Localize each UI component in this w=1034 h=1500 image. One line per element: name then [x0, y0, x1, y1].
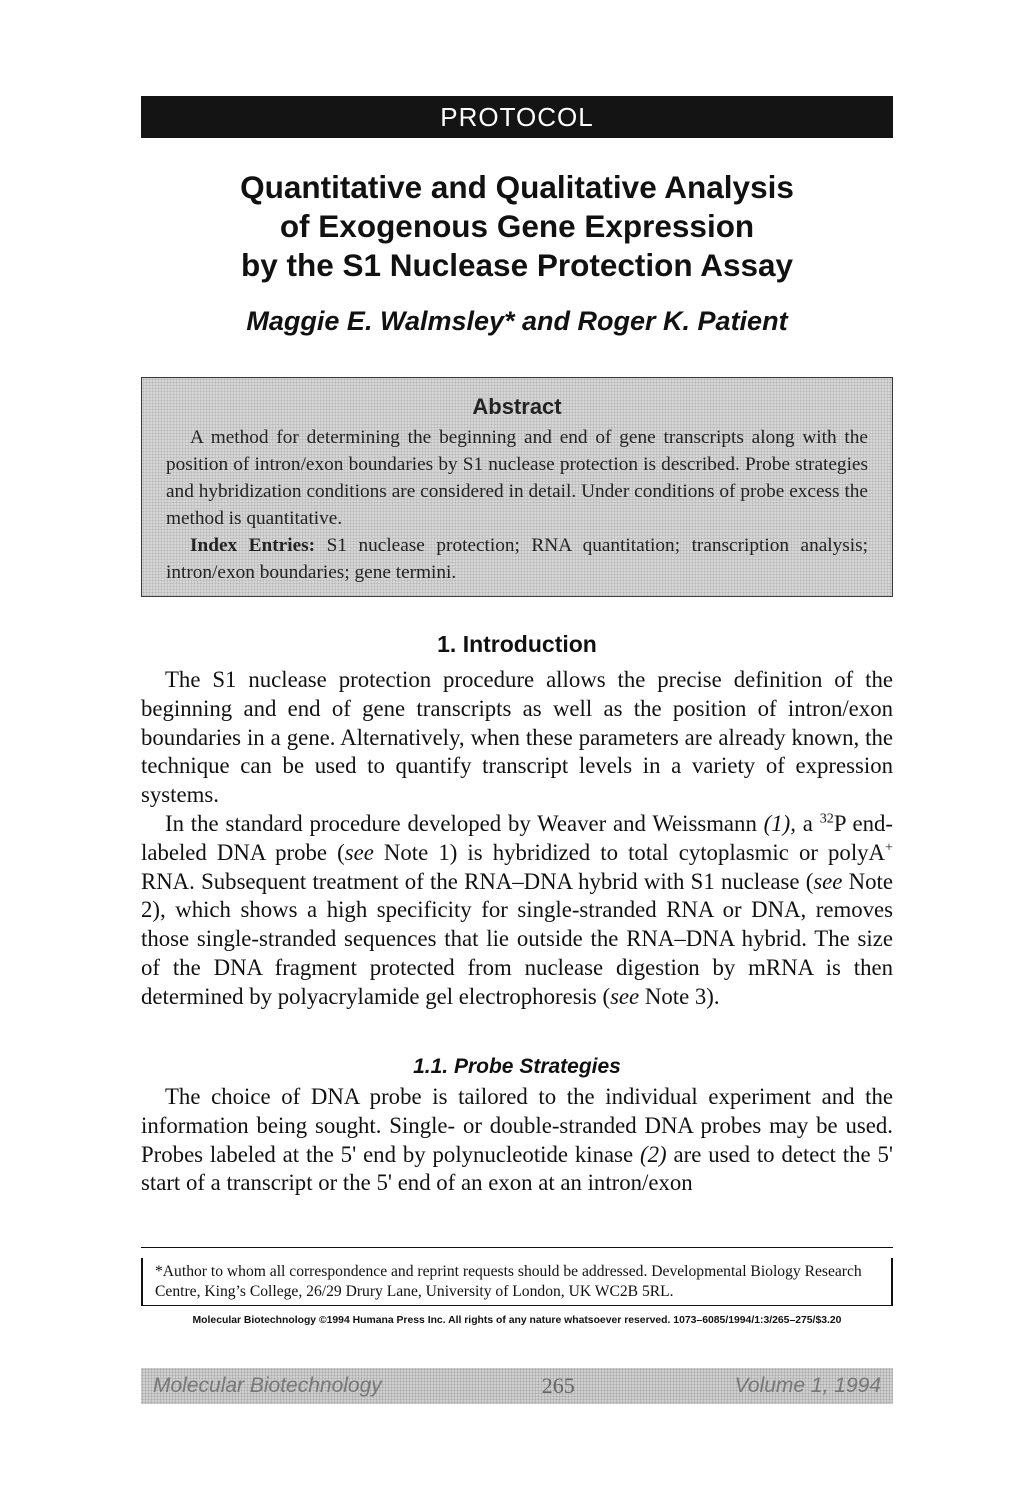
probe-strategies-body [141, 1083, 893, 1198]
index-entries [166, 532, 868, 586]
p2-text-6: Note 2), which shows a high specificity for single-stranded RNA or DNA, removes those single-stranded sequences that lie outside the RNA–DNA hybrid. The size of the DNA fragment protected from nuclease digestion by mRNA is then determined by polyacrylamide gel electrophoresis ( [141, 868, 893, 1009]
title-line-3: by the S1 Nuclease Protection Assay [240, 247, 794, 283]
reference-1: (1), [763, 810, 796, 836]
p2-text-4: Note 1) is hybridized to total cytoplasmic or polyA [373, 839, 886, 865]
footer-journal: Molecular Biotechnology [153, 1374, 382, 1397]
abstract-heading: Abstract [472, 394, 562, 419]
section-heading-introduction: 1. Introduction [437, 631, 597, 657]
copyright-line: Molecular Biotechnology ©1994 Humana Press Inc. All rights of any nature whatsoever reserved. 1073–6085/1994/1:3/265–275/$3.20 [192, 1315, 842, 1326]
author-footnote: *Author to whom all correspondence and reprint requests should be addressed. Developmental Biology Research Centre, King’s College, 26/29 Drury Lane, University of London, UK WC2B 5RL. [141, 1258, 893, 1306]
see-note-2: see [813, 868, 843, 894]
page-number: 265 [541, 1373, 575, 1398]
reference-2: (2) [640, 1141, 667, 1167]
polya-superscript: + [885, 839, 893, 856]
protocol-banner: PROTOCOL [141, 96, 893, 138]
footer-volume: Volume 1, 1994 [734, 1374, 881, 1397]
title-line-1: Quantitative and Qualitative Analysis [240, 169, 794, 205]
index-entries-text: S1 nuclease protection; RNA quantitation; transcription analysis; intron/exon boundaries; gene termini. [166, 535, 869, 583]
see-note-1: see [344, 839, 374, 865]
introduction-body [141, 666, 893, 1012]
subsection-heading-probe-strategies: 1.1. Probe Strategies [413, 1055, 621, 1078]
article-title [141, 168, 893, 285]
author-list: Maggie E. Walmsley* and Roger K. Patient [246, 306, 788, 336]
intro-paragraph-1: The S1 nuclease protection procedure allows the precise definition of the beginning and end of gene transcripts as well as the position of intron/exon boundaries in a gene. Alternatively, when these parameters are already known, the technique can be used to quantify transcript levels in a variety of expression systems. [141, 667, 893, 808]
abstract-box [141, 377, 893, 597]
p2-text-1: In the standard procedure developed by Weaver and Weissmann [165, 810, 764, 836]
see-note-3: see [610, 983, 640, 1009]
probe-text-1: The choice of DNA probe is tailored to the individual experiment and the information being sought. Single- or double-stranded DNA probes may be used. Probes labeled at the 5' end by polynucleotide kinase [141, 1084, 893, 1167]
p2-text-7: Note 3). [639, 983, 720, 1009]
p2-text-3: P end-labeled DNA probe ( [141, 810, 893, 865]
title-line-2: of Exogenous Gene Expression [279, 208, 755, 244]
probe-paragraph [141, 1083, 893, 1198]
isotope-superscript: 32 [819, 810, 834, 827]
probe-text-2: are used to detect the 5' start of a transcript or the 5' end of an exon at an intron/exon [141, 1141, 893, 1196]
p2-text-5: RNA. Subsequent treatment of the RNA–DNA hybrid with S1 nuclease ( [141, 868, 814, 894]
footnote-rule [141, 1247, 893, 1248]
p2-text-2: a [795, 810, 820, 836]
index-entries-label: Index Entries: [190, 535, 316, 556]
abstract-text: A method for determining the beginning and end of gene transcripts along with the position of intron/exon boundaries by S1 nuclease protection is described. Probe strategies and hybridization conditions are considered in detail. Under conditions of probe excess the method is quantitative. [166, 427, 868, 529]
intro-paragraph-2 [141, 810, 893, 1012]
page-footer [141, 1368, 893, 1404]
